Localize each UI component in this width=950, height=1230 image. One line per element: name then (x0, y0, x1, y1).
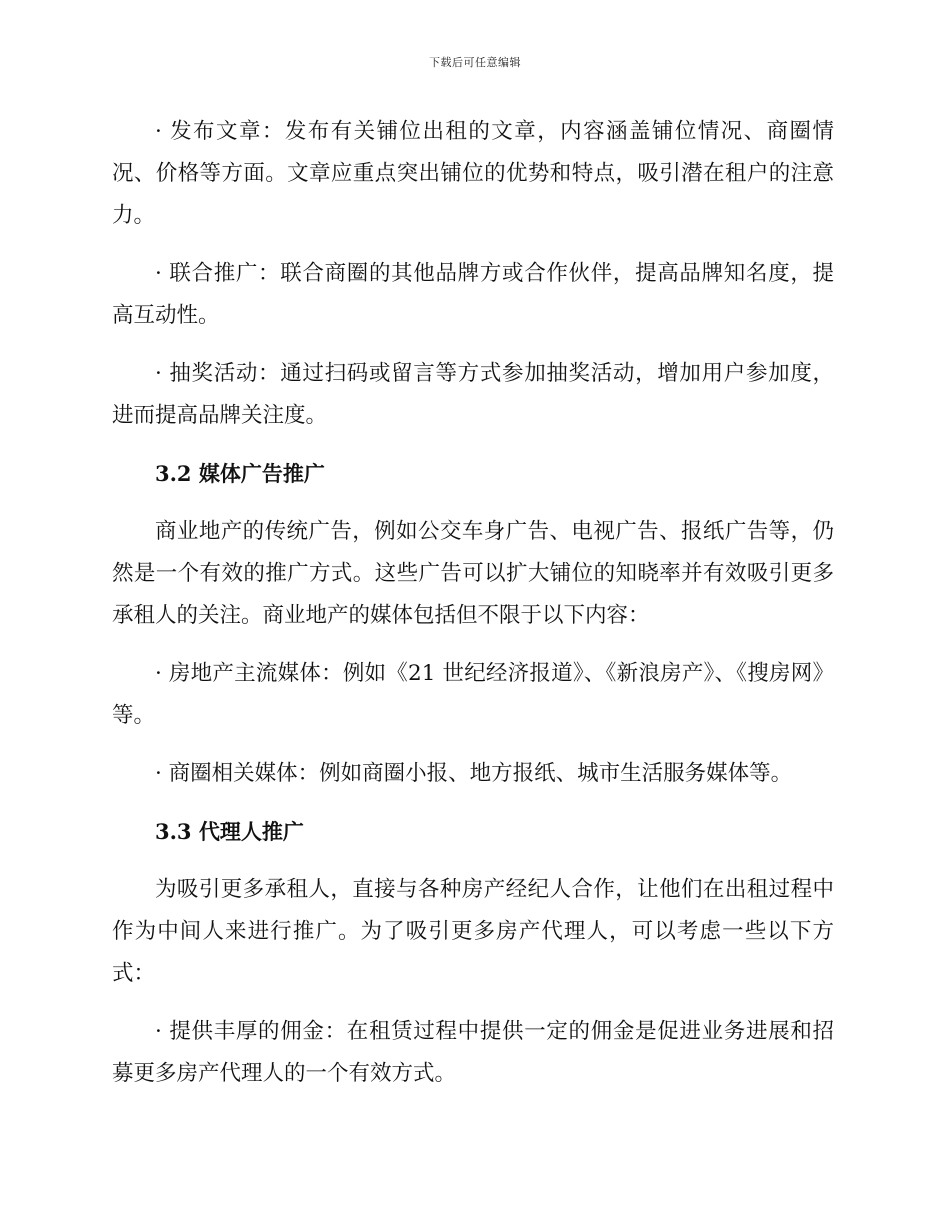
bullet-publish-articles: · 发布文章：发布有关铺位出租的文章，内容涵盖铺位情况、商圈情况、价格等方面。文章应重点突出铺位的优势和特点，吸引潜在租户的注意力。 (112, 119, 834, 228)
paragraph-agent-promotion: 为吸引更多承租人，直接与各种房产经纪人合作，让他们在出租过程中作为中间人来进行推广。为了吸引更多房产代理人，可以考虑一些以下方式： (112, 877, 834, 986)
section-heading-3-2: 3.2 媒体广告推广 (155, 461, 325, 486)
paragraph-media-ads: 商业地产的传统广告，例如公交车身广告、电视广告、报纸广告等，仍然是一个有效的推广方式。这些广告可以扩大铺位的知晓率并有效吸引更多承租人的关注。商业地产的媒体包括但不限于以下内容： (112, 519, 834, 628)
bullet-joint-promotion: · 联合推广：联合商圈的其他品牌方或合作伙伴，提高品牌知名度，提高互动性。 (112, 261, 834, 328)
bullet-lottery-activity: · 抽奖活动：通过扫码或留言等方式参加抽奖活动，增加用户参加度，进而提高品牌关注度。 (112, 361, 834, 428)
bullet-commission: · 提供丰厚的佣金：在租赁过程中提供一定的佣金是促进业务进展和招募更多房产代理人的一个有效方式。 (112, 1019, 834, 1086)
document-body (112, 111, 834, 1111)
bullet-mainstream-media: · 房地产主流媒体：例如《21 世纪经济报道》、《新浪房产》、《搜房网》等。 (112, 661, 834, 728)
bullet-local-media: · 商圈相关媒体：例如商圈小报、地方报纸、城市生活服务媒体等。 (155, 761, 793, 786)
section-heading-3-3: 3.3 代理人推广 (155, 819, 304, 844)
page-header: 下载后可任意编辑 (429, 56, 521, 69)
